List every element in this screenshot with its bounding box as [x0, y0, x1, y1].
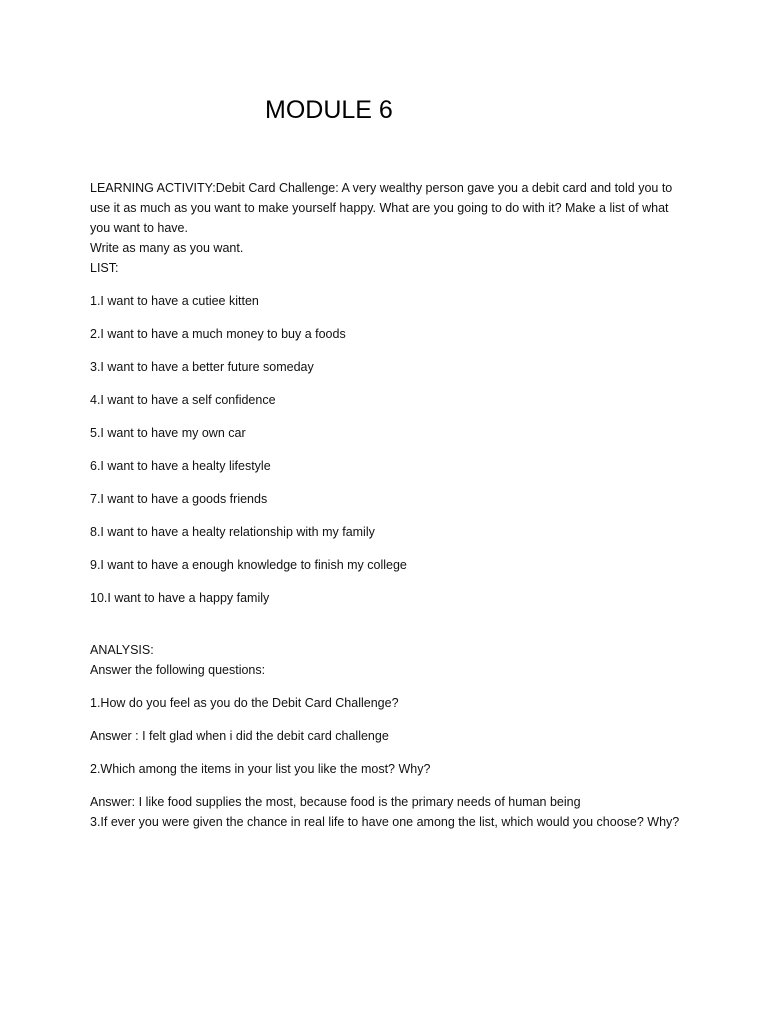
- list-item: 9.I want to have a enough knowledge to finish my college: [90, 558, 407, 572]
- page-title: MODULE 6: [265, 96, 393, 124]
- list-item: 4.I want to have a self confidence: [90, 393, 276, 407]
- intro-section: [90, 178, 680, 278]
- list-item: 2.I want to have a much money to buy a foods: [90, 327, 346, 341]
- list-label: LIST:: [90, 261, 119, 275]
- answer-2: Answer: I like food supplies the most, because food is the primary needs of human being: [90, 795, 581, 809]
- analysis-section: [90, 640, 680, 832]
- activity-paragraph: LEARNING ACTIVITY:Debit Card Challenge: A very wealthy person gave you a debit card and told you to use it as much as you want to make yourself happy. What are you going to do with it? Make a list of what you want to have.: [90, 181, 673, 235]
- question-2: 2.Which among the items in your list you like the most? Why?: [90, 762, 431, 776]
- wish-list: [90, 291, 407, 621]
- list-item: 3.I want to have a better future someday: [90, 360, 314, 374]
- list-item: 1.I want to have a cutiee kitten: [90, 294, 259, 308]
- list-item: 10.I want to have a happy family: [90, 591, 270, 605]
- list-item: 6.I want to have a healty lifestyle: [90, 459, 271, 473]
- analysis-heading: ANALYSIS:: [90, 643, 154, 657]
- analysis-instruction: Answer the following questions:: [90, 663, 266, 677]
- list-item: 8.I want to have a healty relationship with my family: [90, 525, 375, 539]
- list-item: 7.I want to have a goods friends: [90, 492, 268, 506]
- question-1: 1.How do you feel as you do the Debit Card Challenge?: [90, 696, 399, 710]
- list-item: 5.I want to have my own car: [90, 426, 246, 440]
- answer-1: Answer : I felt glad when i did the debit card challenge: [90, 729, 389, 743]
- question-3: 3.If ever you were given the chance in real life to have one among the list, which would you choose? Why?: [90, 815, 680, 829]
- write-instruction: Write as many as you want.: [90, 241, 244, 255]
